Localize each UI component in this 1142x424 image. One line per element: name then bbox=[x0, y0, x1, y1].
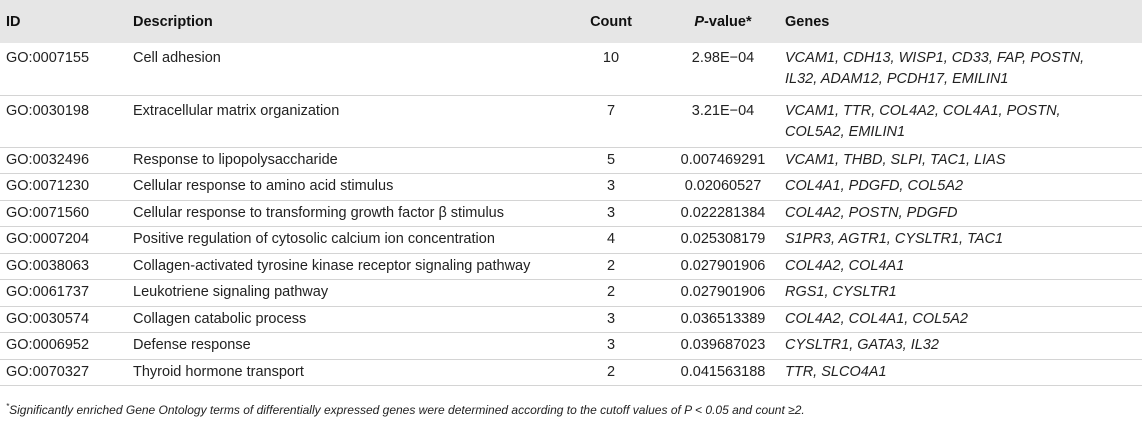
table-row bbox=[0, 359, 1142, 386]
cell-count: 3 bbox=[561, 200, 661, 227]
cell-pvalue: 0.022281384 bbox=[661, 200, 785, 227]
header-row bbox=[0, 0, 1142, 43]
header-pvalue-rest: -value* bbox=[704, 13, 752, 30]
cell-description: Extracellular matrix organization bbox=[133, 95, 561, 147]
table-row bbox=[0, 147, 1142, 174]
table-row bbox=[0, 200, 1142, 227]
cell-id: GO:0071230 bbox=[0, 174, 133, 201]
cell-description: Cellular response to amino acid stimulus bbox=[133, 174, 561, 201]
genes-line: VCAM1, TTR, COL4A2, COL4A1, POSTN, bbox=[785, 102, 1061, 119]
table-row bbox=[0, 227, 1142, 254]
cell-count: 5 bbox=[561, 147, 661, 174]
footnote-marker: * bbox=[6, 402, 10, 411]
cell-count: 10 bbox=[561, 43, 661, 95]
cell-pvalue: 0.02060527 bbox=[661, 174, 785, 201]
cell-pvalue: 0.025308179 bbox=[661, 227, 785, 254]
cell-description: Cell adhesion bbox=[133, 43, 561, 95]
cell-genes: COL4A1, PDGFD, COL5A2 bbox=[785, 174, 1142, 201]
table-row bbox=[0, 95, 1142, 147]
cell-genes bbox=[785, 95, 1142, 147]
table-header bbox=[0, 0, 1142, 43]
cell-count: 3 bbox=[561, 333, 661, 360]
cell-genes: VCAM1, THBD, SLPI, TAC1, LIAS bbox=[785, 147, 1142, 174]
header-id: ID bbox=[6, 13, 21, 30]
header-count: Count bbox=[590, 13, 632, 30]
cell-description: Collagen-activated tyrosine kinase receptor signaling pathway bbox=[133, 253, 561, 280]
table-row bbox=[0, 43, 1142, 95]
cell-id: GO:0061737 bbox=[0, 280, 133, 307]
cell-id: GO:0030574 bbox=[0, 306, 133, 333]
cell-pvalue: 0.041563188 bbox=[661, 359, 785, 386]
table-row bbox=[0, 333, 1142, 360]
genes-line: COL5A2, EMILIN1 bbox=[785, 123, 906, 140]
cell-id: GO:0032496 bbox=[0, 147, 133, 174]
cell-pvalue: 0.027901906 bbox=[661, 280, 785, 307]
cell-description: Positive regulation of cytosolic calcium ion concentration bbox=[133, 227, 561, 254]
table-footnote bbox=[6, 402, 805, 417]
cell-description: Leukotriene signaling pathway bbox=[133, 280, 561, 307]
cell-pvalue: 0.027901906 bbox=[661, 253, 785, 280]
cell-genes bbox=[785, 43, 1142, 95]
cell-count: 3 bbox=[561, 306, 661, 333]
table-row bbox=[0, 174, 1142, 201]
header-pvalue-italic: P bbox=[694, 13, 705, 30]
header-genes: Genes bbox=[785, 13, 830, 30]
cell-genes: RGS1, CYSLTR1 bbox=[785, 280, 1142, 307]
cell-description: Thyroid hormone transport bbox=[133, 359, 561, 386]
cell-count: 2 bbox=[561, 280, 661, 307]
cell-pvalue: 0.036513389 bbox=[661, 306, 785, 333]
table-row bbox=[0, 280, 1142, 307]
cell-count: 3 bbox=[561, 174, 661, 201]
cell-pvalue: 2.98E−04 bbox=[661, 43, 785, 95]
header-description: Description bbox=[133, 13, 213, 30]
cell-count: 2 bbox=[561, 253, 661, 280]
genes-line: IL32, ADAM12, PCDH17, EMILIN1 bbox=[785, 71, 1009, 87]
cell-id: GO:0006952 bbox=[0, 333, 133, 360]
cell-genes: S1PR3, AGTR1, CYSLTR1, TAC1 bbox=[785, 227, 1142, 254]
cell-description: Response to lipopolysaccharide bbox=[133, 147, 561, 174]
cell-id: GO:0071560 bbox=[0, 200, 133, 227]
cell-genes: COL4A2, POSTN, PDGFD bbox=[785, 200, 1142, 227]
cell-genes: COL4A2, COL4A1 bbox=[785, 253, 1142, 280]
cell-id: GO:0007155 bbox=[0, 43, 133, 95]
table-row bbox=[0, 306, 1142, 333]
cell-description: Collagen catabolic process bbox=[133, 306, 561, 333]
header-pvalue bbox=[661, 0, 785, 43]
table-body bbox=[0, 43, 1142, 386]
cell-id: GO:0038063 bbox=[0, 253, 133, 280]
cell-pvalue: 0.007469291 bbox=[661, 147, 785, 174]
cell-genes: TTR, SLCO4A1 bbox=[785, 359, 1142, 386]
cell-genes: CYSLTR1, GATA3, IL32 bbox=[785, 333, 1142, 360]
table-row bbox=[0, 253, 1142, 280]
cell-count: 2 bbox=[561, 359, 661, 386]
cell-id: GO:0030198 bbox=[0, 95, 133, 147]
cell-id: GO:0070327 bbox=[0, 359, 133, 386]
cell-genes: COL4A2, COL4A1, COL5A2 bbox=[785, 306, 1142, 333]
genes-line: VCAM1, CDH13, WISP1, CD33, FAP, POSTN, bbox=[785, 50, 1085, 66]
cell-description: Defense response bbox=[133, 333, 561, 360]
cell-pvalue: 3.21E−04 bbox=[661, 95, 785, 147]
cell-description: Cellular response to transforming growth factor β stimulus bbox=[133, 200, 561, 227]
cell-pvalue: 0.039687023 bbox=[661, 333, 785, 360]
footnote-text: Significantly enriched Gene Ontology terms of differentially expressed genes were determined according to the cutoff values of P < 0.05 and count ≥2. bbox=[9, 403, 805, 417]
cell-count: 7 bbox=[561, 95, 661, 147]
cell-count: 4 bbox=[561, 227, 661, 254]
cell-id: GO:0007204 bbox=[0, 227, 133, 254]
